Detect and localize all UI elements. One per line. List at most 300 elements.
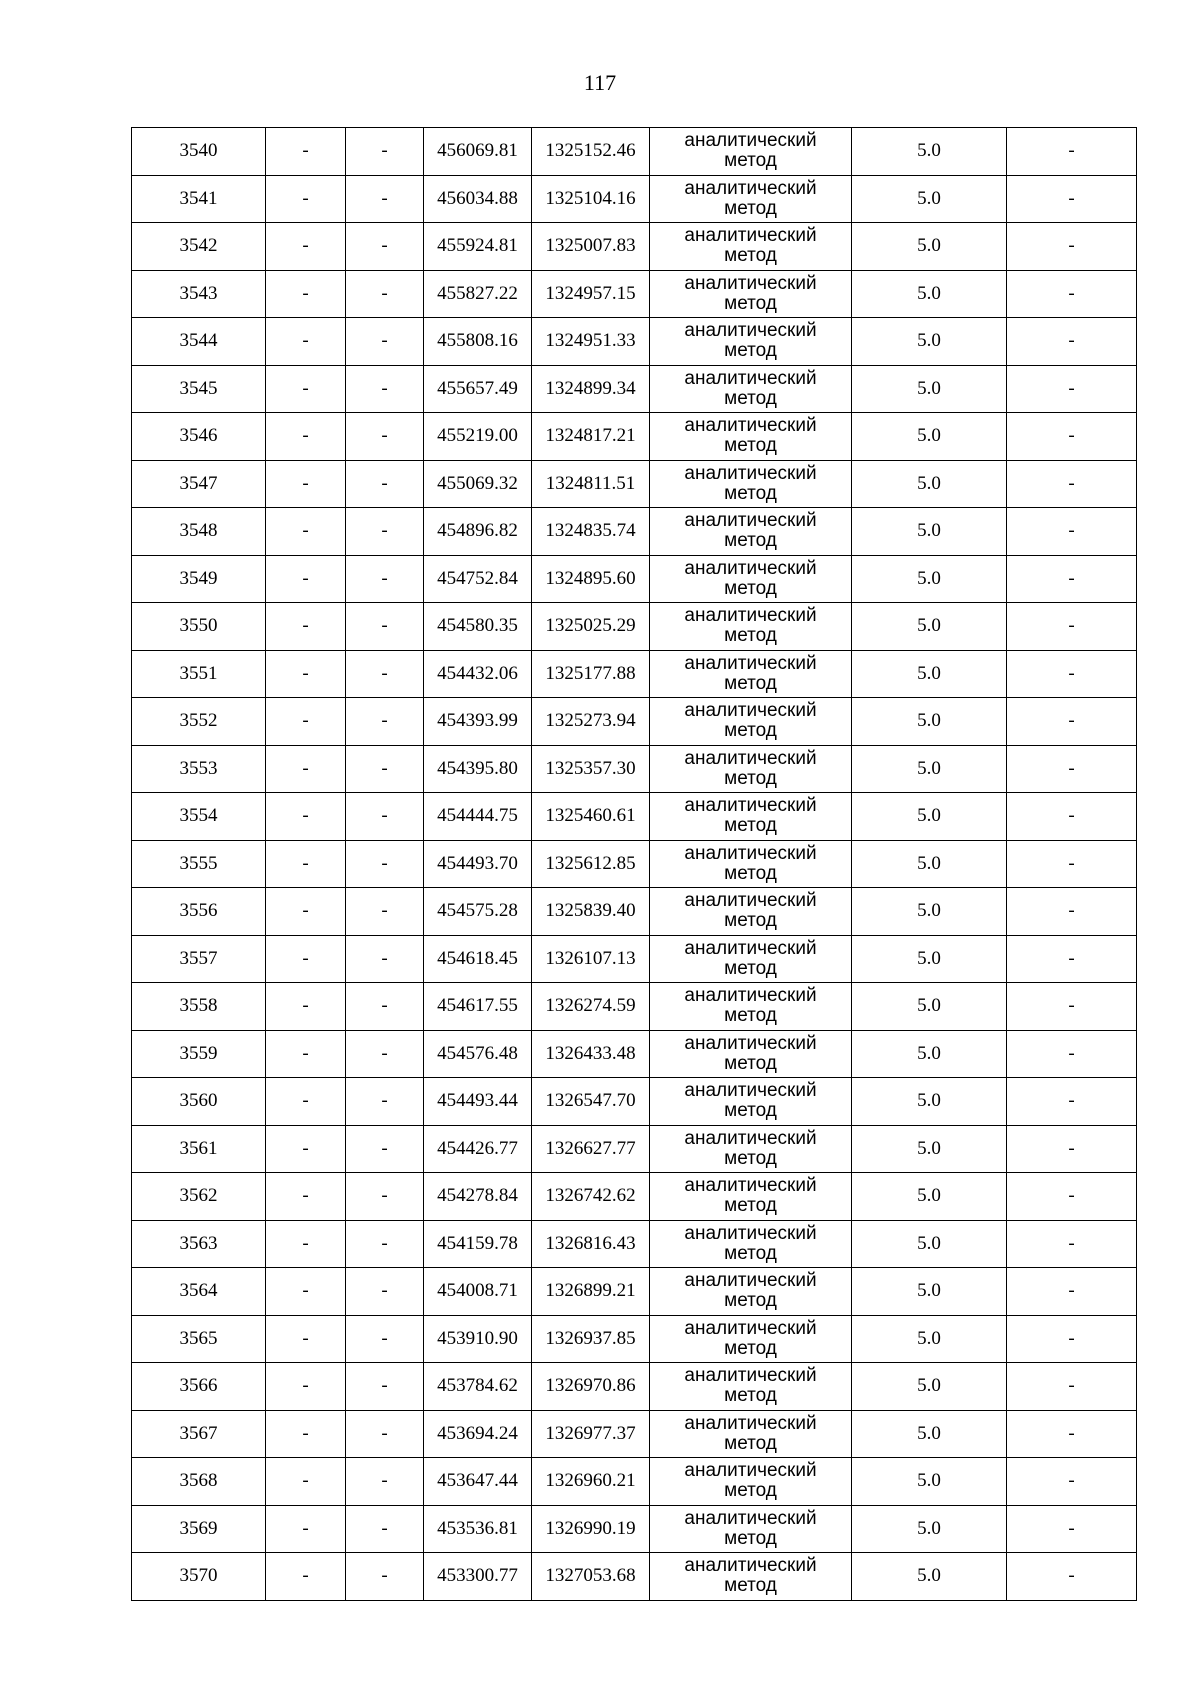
method-text: метод [724,1147,777,1169]
accuracy-cell: 5.0 [852,650,1007,698]
empty-value-cell: - [346,1363,424,1411]
method-cell [650,1030,852,1078]
empty-value-cell: - [1007,555,1137,603]
accuracy-cell: 5.0 [852,935,1007,983]
method-cell [650,840,852,888]
empty-value-cell: - [1007,460,1137,508]
method-text: метод [724,957,777,979]
method-cell [650,413,852,461]
method-cell [650,1220,852,1268]
coordinate-y-cell: 1325152.46 [532,128,650,176]
empty-value-cell: - [266,983,346,1031]
method-text: аналитический [684,177,817,199]
table-row [132,745,1137,793]
point-number-cell: 3560 [132,1078,266,1126]
accuracy-cell: 5.0 [852,175,1007,223]
method-cell [650,1078,852,1126]
method-cell [650,1125,852,1173]
coordinate-y-cell: 1326899.21 [532,1268,650,1316]
empty-value-cell: - [346,793,424,841]
empty-value-cell: - [346,413,424,461]
coordinates-table [131,127,1137,1601]
method-text: метод [724,815,777,837]
method-text: метод [724,1290,777,1312]
method-text: метод [724,767,777,789]
empty-value-cell: - [1007,983,1137,1031]
method-text: метод [724,340,777,362]
coordinate-x-cell: 453300.77 [424,1553,532,1601]
point-number-cell: 3558 [132,983,266,1031]
accuracy-cell: 5.0 [852,1125,1007,1173]
coordinate-y-cell: 1326742.62 [532,1173,650,1221]
table-row [132,1553,1137,1601]
point-number-cell: 3566 [132,1363,266,1411]
empty-value-cell: - [346,935,424,983]
point-number-cell: 3550 [132,603,266,651]
empty-value-cell: - [1007,1173,1137,1221]
empty-value-cell: - [1007,413,1137,461]
method-text: аналитический [684,795,817,817]
point-number-cell: 3543 [132,270,266,318]
empty-value-cell: - [1007,175,1137,223]
empty-value-cell: - [266,1458,346,1506]
accuracy-cell: 5.0 [852,128,1007,176]
empty-value-cell: - [266,460,346,508]
coordinate-y-cell: 1327053.68 [532,1553,650,1601]
coordinate-x-cell: 454432.06 [424,650,532,698]
method-text: метод [724,292,777,314]
empty-value-cell: - [1007,935,1137,983]
empty-value-cell: - [266,223,346,271]
table-row [132,1030,1137,1078]
method-text: аналитический [684,1507,817,1529]
method-text: аналитический [684,890,817,912]
coordinate-x-cell: 454393.99 [424,698,532,746]
empty-value-cell: - [346,1268,424,1316]
accuracy-cell: 5.0 [852,1553,1007,1601]
empty-value-cell: - [346,1458,424,1506]
empty-value-cell: - [1007,603,1137,651]
method-text: метод [724,1242,777,1264]
empty-value-cell: - [266,1125,346,1173]
method-cell [650,983,852,1031]
coordinate-y-cell: 1324957.15 [532,270,650,318]
empty-value-cell: - [266,128,346,176]
coordinate-x-cell: 454618.45 [424,935,532,983]
method-cell [650,603,852,651]
coordinate-x-cell: 453910.90 [424,1315,532,1363]
empty-value-cell: - [346,650,424,698]
coordinate-x-cell: 453647.44 [424,1458,532,1506]
empty-value-cell: - [1007,1220,1137,1268]
empty-value-cell: - [266,1553,346,1601]
method-text: метод [724,150,777,172]
empty-value-cell: - [346,508,424,556]
table-row [132,1363,1137,1411]
empty-value-cell: - [266,555,346,603]
method-cell [650,1505,852,1553]
empty-value-cell: - [1007,1505,1137,1553]
table-row [132,1220,1137,1268]
empty-value-cell: - [266,840,346,888]
empty-value-cell: - [346,603,424,651]
empty-value-cell: - [346,318,424,366]
method-text: аналитический [684,605,817,627]
coordinate-x-cell: 454580.35 [424,603,532,651]
coordinate-x-cell: 455924.81 [424,223,532,271]
empty-value-cell: - [1007,1268,1137,1316]
coordinate-y-cell: 1326960.21 [532,1458,650,1506]
method-cell [650,1268,852,1316]
empty-value-cell: - [1007,1458,1137,1506]
method-text: аналитический [684,1222,817,1244]
coordinate-x-cell: 454444.75 [424,793,532,841]
empty-value-cell: - [346,128,424,176]
method-text: аналитический [684,1412,817,1434]
empty-value-cell: - [266,1410,346,1458]
method-cell [650,793,852,841]
empty-value-cell: - [266,1505,346,1553]
method-text: метод [724,1480,777,1502]
method-cell [650,460,852,508]
empty-value-cell: - [266,413,346,461]
point-number-cell: 3559 [132,1030,266,1078]
point-number-cell: 3562 [132,1173,266,1221]
method-text: метод [724,577,777,599]
point-number-cell: 3555 [132,840,266,888]
method-cell [650,365,852,413]
accuracy-cell: 5.0 [852,1220,1007,1268]
method-text: аналитический [684,1175,817,1197]
coordinate-y-cell: 1325104.16 [532,175,650,223]
method-cell [650,1315,852,1363]
table-row [132,460,1137,508]
empty-value-cell: - [1007,1410,1137,1458]
point-number-cell: 3557 [132,935,266,983]
method-cell [650,935,852,983]
table-row [132,1315,1137,1363]
point-number-cell: 3570 [132,1553,266,1601]
method-text: аналитический [684,652,817,674]
method-text: аналитический [684,462,817,484]
method-cell [650,175,852,223]
point-number-cell: 3545 [132,365,266,413]
empty-value-cell: - [346,1030,424,1078]
empty-value-cell: - [1007,1363,1137,1411]
coordinate-x-cell: 454395.80 [424,745,532,793]
coordinate-y-cell: 1325025.29 [532,603,650,651]
method-cell [650,1173,852,1221]
accuracy-cell: 5.0 [852,270,1007,318]
coordinate-y-cell: 1325460.61 [532,793,650,841]
point-number-cell: 3548 [132,508,266,556]
coordinate-x-cell: 455069.32 [424,460,532,508]
empty-value-cell: - [266,1078,346,1126]
table-row [132,1268,1137,1316]
method-cell [650,888,852,936]
table-row [132,793,1137,841]
empty-value-cell: - [346,1173,424,1221]
coordinate-x-cell: 454008.71 [424,1268,532,1316]
empty-value-cell: - [266,1030,346,1078]
coordinate-y-cell: 1324811.51 [532,460,650,508]
point-number-cell: 3547 [132,460,266,508]
method-cell [650,698,852,746]
table-row [132,1505,1137,1553]
coordinate-x-cell: 454159.78 [424,1220,532,1268]
method-cell [650,128,852,176]
accuracy-cell: 5.0 [852,983,1007,1031]
empty-value-cell: - [1007,1030,1137,1078]
method-text: метод [724,720,777,742]
method-cell [650,318,852,366]
point-number-cell: 3546 [132,413,266,461]
empty-value-cell: - [266,1268,346,1316]
point-number-cell: 3563 [132,1220,266,1268]
method-text: аналитический [684,557,817,579]
empty-value-cell: - [1007,793,1137,841]
table-row [132,698,1137,746]
accuracy-cell: 5.0 [852,1268,1007,1316]
empty-value-cell: - [346,745,424,793]
empty-value-cell: - [346,1125,424,1173]
coordinate-x-cell: 454576.48 [424,1030,532,1078]
method-text: метод [724,435,777,457]
method-text: метод [724,1052,777,1074]
empty-value-cell: - [266,1173,346,1221]
coordinate-y-cell: 1325839.40 [532,888,650,936]
coordinate-x-cell: 454493.70 [424,840,532,888]
table-row [132,318,1137,366]
empty-value-cell: - [1007,840,1137,888]
empty-value-cell: - [266,888,346,936]
method-text: аналитический [684,1270,817,1292]
method-text: аналитический [684,1460,817,1482]
coordinate-y-cell: 1325273.94 [532,698,650,746]
coordinate-y-cell: 1324951.33 [532,318,650,366]
empty-value-cell: - [1007,650,1137,698]
coordinate-x-cell: 455808.16 [424,318,532,366]
empty-value-cell: - [1007,128,1137,176]
coordinate-y-cell: 1326274.59 [532,983,650,1031]
table-row [132,603,1137,651]
table-row [132,175,1137,223]
method-text: метод [724,1005,777,1027]
empty-value-cell: - [266,650,346,698]
coordinate-x-cell: 455827.22 [424,270,532,318]
method-text: аналитический [684,415,817,437]
accuracy-cell: 5.0 [852,1505,1007,1553]
coordinate-x-cell: 454617.55 [424,983,532,1031]
empty-value-cell: - [266,270,346,318]
method-cell [650,745,852,793]
empty-value-cell: - [1007,270,1137,318]
empty-value-cell: - [266,1363,346,1411]
method-text: аналитический [684,1032,817,1054]
coordinate-y-cell: 1325612.85 [532,840,650,888]
point-number-cell: 3544 [132,318,266,366]
point-number-cell: 3568 [132,1458,266,1506]
method-cell [650,508,852,556]
method-text: аналитический [684,747,817,769]
empty-value-cell: - [1007,745,1137,793]
method-text: аналитический [684,130,817,152]
table-row [132,1458,1137,1506]
table-row [132,840,1137,888]
empty-value-cell: - [1007,888,1137,936]
method-cell [650,1363,852,1411]
method-text: метод [724,1432,777,1454]
empty-value-cell: - [346,175,424,223]
empty-value-cell: - [1007,365,1137,413]
method-text: аналитический [684,510,817,532]
table-body [132,128,1137,1601]
empty-value-cell: - [266,1220,346,1268]
coordinate-y-cell: 1326816.43 [532,1220,650,1268]
coordinate-y-cell: 1326627.77 [532,1125,650,1173]
empty-value-cell: - [346,555,424,603]
method-text: аналитический [684,937,817,959]
point-number-cell: 3540 [132,128,266,176]
table-row [132,888,1137,936]
method-text: аналитический [684,320,817,342]
method-text: метод [724,672,777,694]
method-cell [650,1553,852,1601]
point-number-cell: 3542 [132,223,266,271]
method-text: метод [724,387,777,409]
point-number-cell: 3561 [132,1125,266,1173]
accuracy-cell: 5.0 [852,1030,1007,1078]
method-text: метод [724,197,777,219]
point-number-cell: 3552 [132,698,266,746]
coordinate-x-cell: 454752.84 [424,555,532,603]
method-text: аналитический [684,1080,817,1102]
coordinate-x-cell: 453694.24 [424,1410,532,1458]
empty-value-cell: - [346,1078,424,1126]
coordinate-y-cell: 1324899.34 [532,365,650,413]
coordinate-y-cell: 1324835.74 [532,508,650,556]
method-text: метод [724,530,777,552]
method-text: аналитический [684,1555,817,1577]
coordinate-y-cell: 1324817.21 [532,413,650,461]
empty-value-cell: - [346,888,424,936]
point-number-cell: 3565 [132,1315,266,1363]
table-row [132,508,1137,556]
method-text: аналитический [684,225,817,247]
empty-value-cell: - [266,508,346,556]
method-text: метод [724,625,777,647]
empty-value-cell: - [346,1315,424,1363]
table-row [132,983,1137,1031]
coordinate-x-cell: 453784.62 [424,1363,532,1411]
method-text: метод [724,1195,777,1217]
method-text: метод [724,1527,777,1549]
method-cell [650,555,852,603]
empty-value-cell: - [266,365,346,413]
accuracy-cell: 5.0 [852,223,1007,271]
accuracy-cell: 5.0 [852,508,1007,556]
coordinate-y-cell: 1325357.30 [532,745,650,793]
coordinate-x-cell: 456069.81 [424,128,532,176]
empty-value-cell: - [346,983,424,1031]
accuracy-cell: 5.0 [852,698,1007,746]
accuracy-cell: 5.0 [852,745,1007,793]
coordinate-y-cell: 1326990.19 [532,1505,650,1553]
method-text: метод [724,1337,777,1359]
method-cell [650,1410,852,1458]
empty-value-cell: - [346,460,424,508]
empty-value-cell: - [1007,1315,1137,1363]
point-number-cell: 3569 [132,1505,266,1553]
coordinate-y-cell: 1326937.85 [532,1315,650,1363]
coordinate-x-cell: 454278.84 [424,1173,532,1221]
coordinate-x-cell: 456034.88 [424,175,532,223]
accuracy-cell: 5.0 [852,318,1007,366]
method-cell [650,270,852,318]
empty-value-cell: - [266,1315,346,1363]
method-text: метод [724,1100,777,1122]
table-row [132,1078,1137,1126]
empty-value-cell: - [346,698,424,746]
accuracy-cell: 5.0 [852,888,1007,936]
accuracy-cell: 5.0 [852,1410,1007,1458]
method-text: аналитический [684,700,817,722]
coordinate-y-cell: 1324895.60 [532,555,650,603]
coordinate-x-cell: 454575.28 [424,888,532,936]
method-text: метод [724,245,777,267]
accuracy-cell: 5.0 [852,793,1007,841]
empty-value-cell: - [266,318,346,366]
empty-value-cell: - [1007,318,1137,366]
table-row [132,413,1137,461]
point-number-cell: 3564 [132,1268,266,1316]
method-text: метод [724,1575,777,1597]
point-number-cell: 3554 [132,793,266,841]
accuracy-cell: 5.0 [852,840,1007,888]
empty-value-cell: - [266,745,346,793]
point-number-cell: 3553 [132,745,266,793]
empty-value-cell: - [266,603,346,651]
coordinate-y-cell: 1326977.37 [532,1410,650,1458]
empty-value-cell: - [1007,1078,1137,1126]
point-number-cell: 3541 [132,175,266,223]
accuracy-cell: 5.0 [852,1173,1007,1221]
empty-value-cell: - [346,1505,424,1553]
coordinate-x-cell: 455219.00 [424,413,532,461]
coordinate-y-cell: 1325007.83 [532,223,650,271]
empty-value-cell: - [1007,508,1137,556]
empty-value-cell: - [1007,1125,1137,1173]
coordinate-x-cell: 455657.49 [424,365,532,413]
table-row [132,555,1137,603]
accuracy-cell: 5.0 [852,603,1007,651]
empty-value-cell: - [266,698,346,746]
method-text: метод [724,862,777,884]
coordinate-x-cell: 453536.81 [424,1505,532,1553]
point-number-cell: 3551 [132,650,266,698]
empty-value-cell: - [266,935,346,983]
table-row [132,223,1137,271]
method-cell [650,1458,852,1506]
coordinate-x-cell: 454493.44 [424,1078,532,1126]
point-number-cell: 3567 [132,1410,266,1458]
method-text: аналитический [684,1317,817,1339]
table-row [132,935,1137,983]
coordinate-x-cell: 454896.82 [424,508,532,556]
table-row [132,1410,1137,1458]
empty-value-cell: - [266,175,346,223]
method-text: метод [724,910,777,932]
